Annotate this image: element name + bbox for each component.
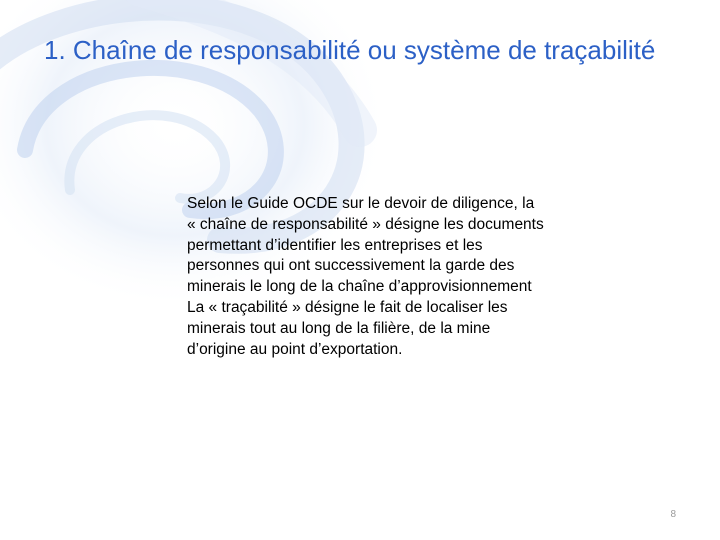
page-number: 8 (670, 509, 676, 520)
paragraph-chain-of-custody: Selon le Guide OCDE sur le devoir de diligence, la « chaîne de responsabilité » désigne les documents permettant d’identifier les entreprises et les personnes qui ont successivement la garde des minerais le long de la chaîne d’approvisionnement (187, 195, 544, 296)
paragraph-traceability: La « traçabilité » désigne le fait de localiser les minerais tout au long de la filière, de la mine d’origine au point d’exportation. (187, 298, 508, 358)
body-text (187, 194, 547, 360)
slide-title: 1. Chaîne de responsabilité ou système de traçabilité (44, 35, 656, 65)
